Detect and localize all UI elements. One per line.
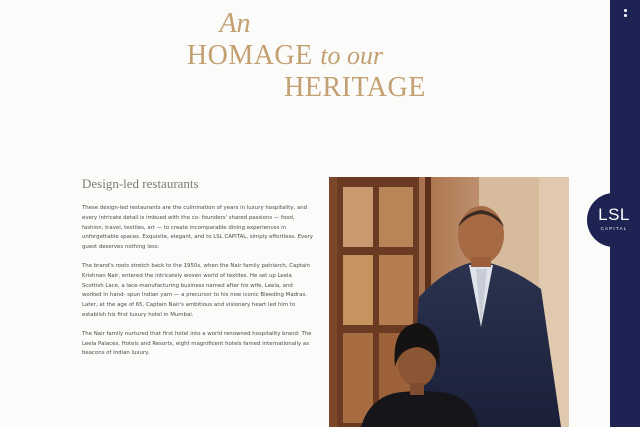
hero-title-line-2 bbox=[0, 42, 610, 70]
design-led-section bbox=[82, 176, 314, 368]
lsl-capital-logo[interactable] bbox=[587, 193, 640, 247]
founders-photo-illustration bbox=[329, 177, 569, 427]
paragraph-3: The Nair family nurtured that first hotel into a world renowned hospitality brand: The Leela Palaces, Hotels and Resorts, eight magnificent hotels famed internationally as beacons of Indian luxury. bbox=[82, 330, 312, 357]
hero-title-line-3: HERITAGE bbox=[284, 72, 426, 103]
hero-title-homage: HOMAGE bbox=[186, 40, 313, 71]
hero-title-line-1: An bbox=[219, 8, 251, 39]
paragraph-1: These design-led restaurants are the culmination of years in luxury hospitality, and every intricate detail is imbued with the co- founders' shared passions — food, fashion, travel, textiles, art — to create incomparable dining experiences in unforgettable spaces. Exquisite, elegant, and to LSL CAPITAL, simply effortless. Every guest deserves nothing less. bbox=[82, 205, 313, 251]
section-heading: Design-led restaurants bbox=[82, 176, 199, 191]
hero-title-to-our: to our bbox=[320, 41, 384, 70]
founders-photo bbox=[329, 177, 569, 427]
paragraph-2: The brand's roots stretch back to the 1950s, when the Nair family patriarch, Captain Krishnan Nair, entered the intricately woven world of textiles. He set up Leela Scottish Lace, a lace-manufacturing business named after his wife, Leela, and worked in hand- spun Indian yarn — a precursor to his now iconic Bleeding Madras. Later, at the age of 65, Captain Nair's ambitious and visionary heart led him to establish his first luxury hotel in Mumbai. bbox=[82, 262, 311, 318]
logo-text: LSL bbox=[598, 205, 630, 224]
vertical-dots-icon[interactable] bbox=[622, 9, 628, 19]
logo-subtext: CAPITAL bbox=[600, 226, 628, 231]
hero-title bbox=[0, 10, 610, 102]
